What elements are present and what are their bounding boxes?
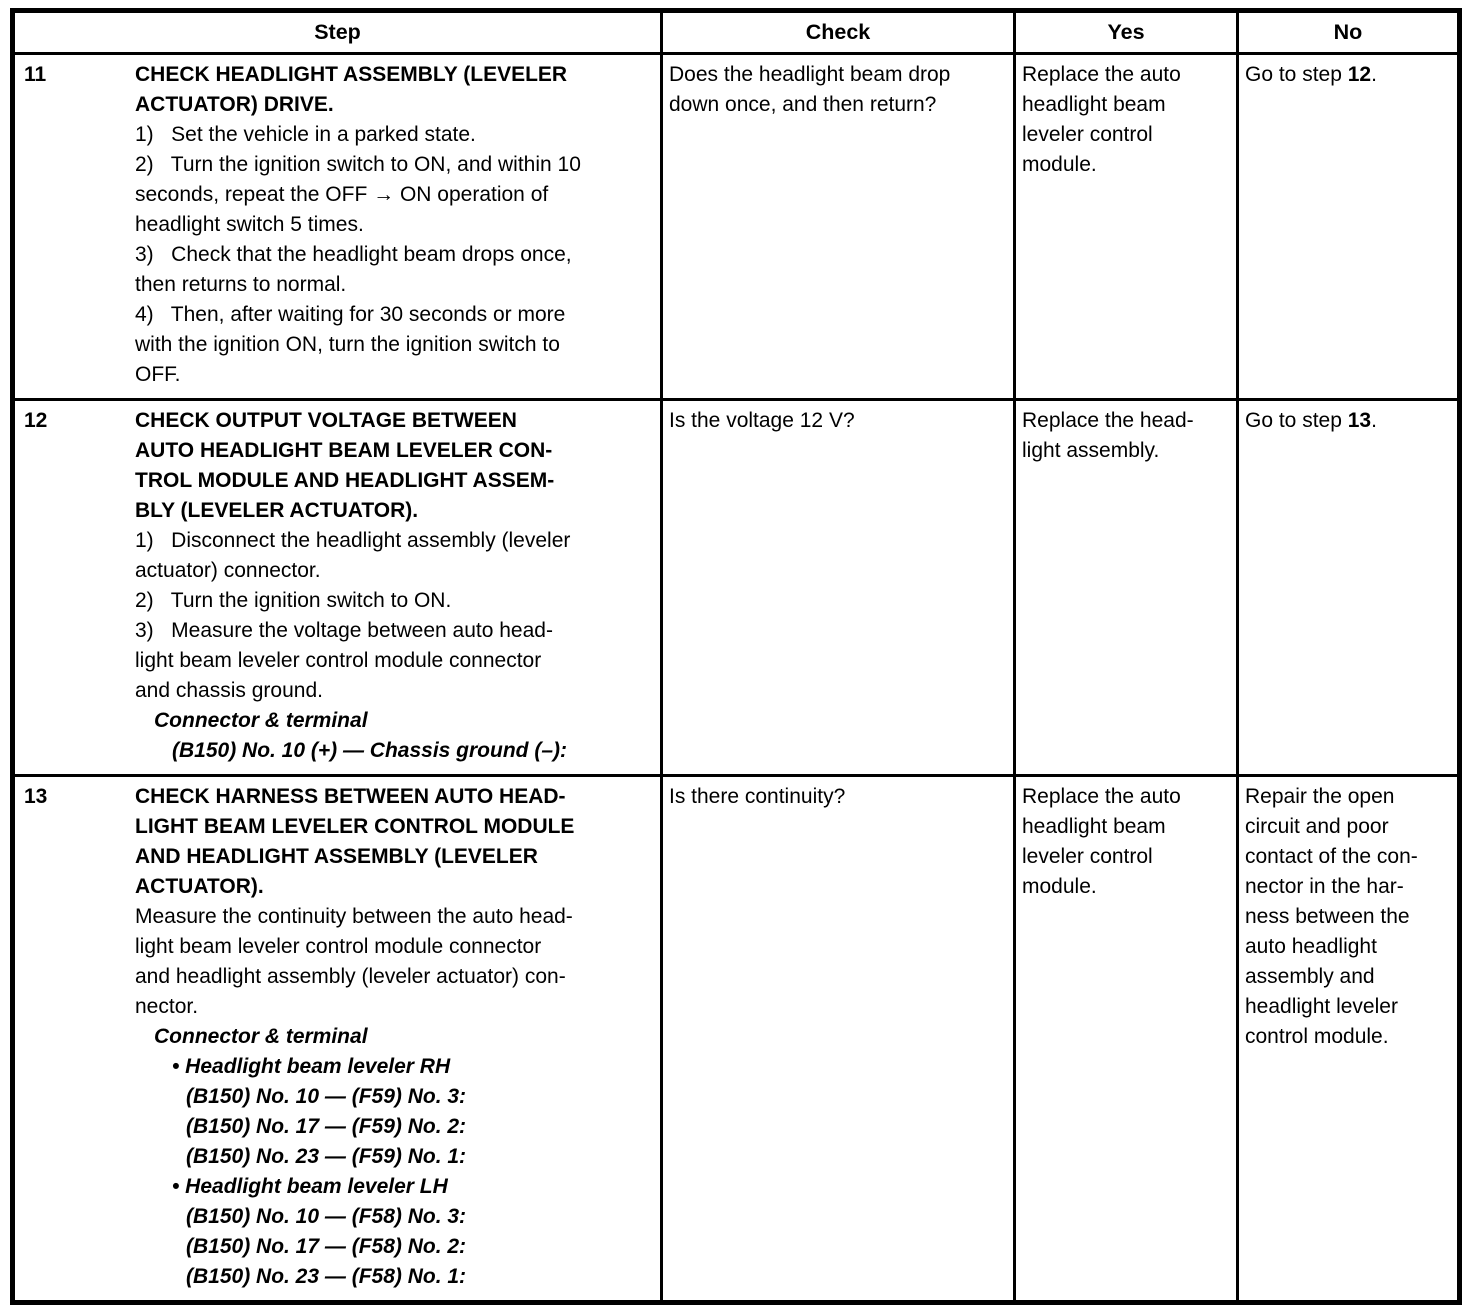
text-line: down once, and then return?	[669, 93, 937, 116]
step-number: 13	[24, 785, 48, 808]
text-line: LIGHT BEAM LEVELER CONTROL MODULE	[135, 815, 575, 838]
text-line: headlight beam	[1022, 815, 1166, 838]
yes-cell	[1015, 776, 1238, 1303]
text-line: (B150) No. 23 — (F58) No. 1:	[186, 1265, 467, 1288]
emphasized-text: 12	[1347, 63, 1372, 86]
text-line	[1245, 406, 1452, 436]
text-line: (B150) No. 17 — (F59) No. 2:	[186, 1115, 467, 1138]
text-line	[1245, 60, 1452, 90]
text-line: 1) Set the vehicle in a parked state.	[135, 123, 476, 146]
text-line: then returns to normal.	[135, 273, 347, 296]
text-segment: Go to step	[1245, 63, 1348, 86]
text-line: light beam leveler control module connector	[135, 935, 542, 958]
text-line: • Headlight beam leveler RH	[172, 1055, 451, 1078]
text-line: assembly and	[1245, 965, 1375, 988]
text-line: 2) Turn the ignition switch to ON, and within 10	[135, 153, 581, 176]
text-line: light assembly.	[1022, 439, 1160, 462]
step-layout	[24, 406, 656, 766]
text-line: Repair the open	[1245, 785, 1395, 808]
text-segment: .	[1371, 63, 1377, 86]
text-line: headlight switch 5 times.	[135, 213, 364, 236]
text-line: OFF.	[135, 363, 181, 386]
check-cell	[662, 776, 1015, 1303]
text-line: nector in the har-	[1245, 875, 1404, 898]
text-line: 3) Measure the voltage between auto head-	[135, 619, 553, 642]
header-row	[13, 11, 1460, 54]
text-line: Does the headlight beam drop	[669, 63, 951, 86]
check-cell	[662, 54, 1015, 400]
text-line: TROL MODULE AND HEADLIGHT ASSEM-	[135, 469, 555, 492]
text-line: Measure the continuity between the auto head-	[135, 905, 573, 928]
text-line: (B150) No. 17 — (F58) No. 2:	[186, 1235, 467, 1258]
column-header-step: Step	[13, 11, 662, 54]
text-line: ACTUATOR) DRIVE.	[135, 93, 334, 116]
text-line: Connector & terminal	[154, 709, 368, 732]
text-line: seconds, repeat the OFF → ON operation of	[135, 183, 549, 206]
text-line: circuit and poor	[1245, 815, 1389, 838]
text-line: nector.	[135, 995, 199, 1018]
check-cell	[662, 400, 1015, 776]
table-row	[13, 400, 1460, 776]
column-header-check: Check	[662, 11, 1015, 54]
text-line: Is the voltage 12 V?	[669, 409, 855, 432]
emphasized-text: 13	[1347, 409, 1372, 432]
no-cell	[1238, 400, 1460, 776]
text-line: • Headlight beam leveler LH	[172, 1175, 448, 1198]
text-line: and headlight assembly (leveler actuator) con-	[135, 965, 566, 988]
step-number: 12	[24, 409, 48, 432]
diagnostic-procedure-table	[10, 8, 1462, 1305]
text-line: (B150) No. 23 — (F59) No. 1:	[186, 1145, 467, 1168]
step-layout	[24, 782, 656, 1292]
text-line: contact of the con-	[1245, 845, 1418, 868]
no-cell	[1238, 54, 1460, 400]
no-cell	[1238, 776, 1460, 1303]
text-line: (B150) No. 10 — (F59) No. 3:	[186, 1085, 467, 1108]
text-line: leveler control	[1022, 123, 1153, 146]
text-line: (B150) No. 10 (+) — Chassis ground (–):	[172, 739, 567, 762]
text-line: and chassis ground.	[135, 679, 323, 702]
step-cell	[13, 776, 662, 1303]
text-line: 1) Disconnect the headlight assembly (leveler	[135, 529, 571, 552]
text-line: with the ignition ON, turn the ignition switch to	[135, 333, 560, 356]
text-line: control module.	[1245, 1025, 1389, 1048]
text-line: Replace the auto	[1022, 63, 1181, 86]
step-instructions	[135, 406, 656, 766]
text-line: CHECK HARNESS BETWEEN AUTO HEAD-	[135, 785, 566, 808]
column-header-yes: Yes	[1015, 11, 1238, 54]
column-header-no: No	[1238, 11, 1460, 54]
text-line: headlight leveler	[1245, 995, 1398, 1018]
table-row	[13, 776, 1460, 1303]
text-line: ACTUATOR).	[135, 875, 264, 898]
table-header	[13, 11, 1460, 54]
text-segment: .	[1371, 409, 1377, 432]
text-line: module.	[1022, 153, 1097, 176]
text-line: 3) Check that the headlight beam drops once,	[135, 243, 572, 266]
text-line: ness between the	[1245, 905, 1410, 928]
step-number: 11	[24, 63, 47, 86]
text-line: Replace the head-	[1022, 409, 1194, 432]
text-line: leveler control	[1022, 845, 1153, 868]
text-line: headlight beam	[1022, 93, 1166, 116]
text-line: AND HEADLIGHT ASSEMBLY (LEVELER	[135, 845, 538, 868]
text-line: CHECK HEADLIGHT ASSEMBLY (LEVELER	[135, 63, 568, 86]
table-row	[13, 54, 1460, 400]
text-line: CHECK OUTPUT VOLTAGE BETWEEN	[135, 409, 517, 432]
text-line: auto headlight	[1245, 935, 1377, 958]
step-layout	[24, 60, 656, 390]
yes-cell	[1015, 54, 1238, 400]
text-line: Replace the auto	[1022, 785, 1181, 808]
step-cell	[13, 400, 662, 776]
text-line: module.	[1022, 875, 1097, 898]
text-line: light beam leveler control module connector	[135, 649, 542, 672]
yes-cell	[1015, 400, 1238, 776]
step-instructions	[135, 782, 656, 1292]
text-line: (B150) No. 10 — (F58) No. 3:	[186, 1205, 467, 1228]
step-instructions	[135, 60, 656, 390]
text-line: Connector & terminal	[154, 1025, 368, 1048]
text-line: AUTO HEADLIGHT BEAM LEVELER CON-	[135, 439, 553, 462]
table-body	[13, 54, 1460, 1303]
step-cell	[13, 54, 662, 400]
text-line: 2) Turn the ignition switch to ON.	[135, 589, 452, 612]
text-line: Is there continuity?	[669, 785, 846, 808]
text-line: BLY (LEVELER ACTUATOR).	[135, 499, 419, 522]
text-segment: Go to step	[1245, 409, 1348, 432]
text-line: 4) Then, after waiting for 30 seconds or more	[135, 303, 566, 326]
text-line: actuator) connector.	[135, 559, 321, 582]
